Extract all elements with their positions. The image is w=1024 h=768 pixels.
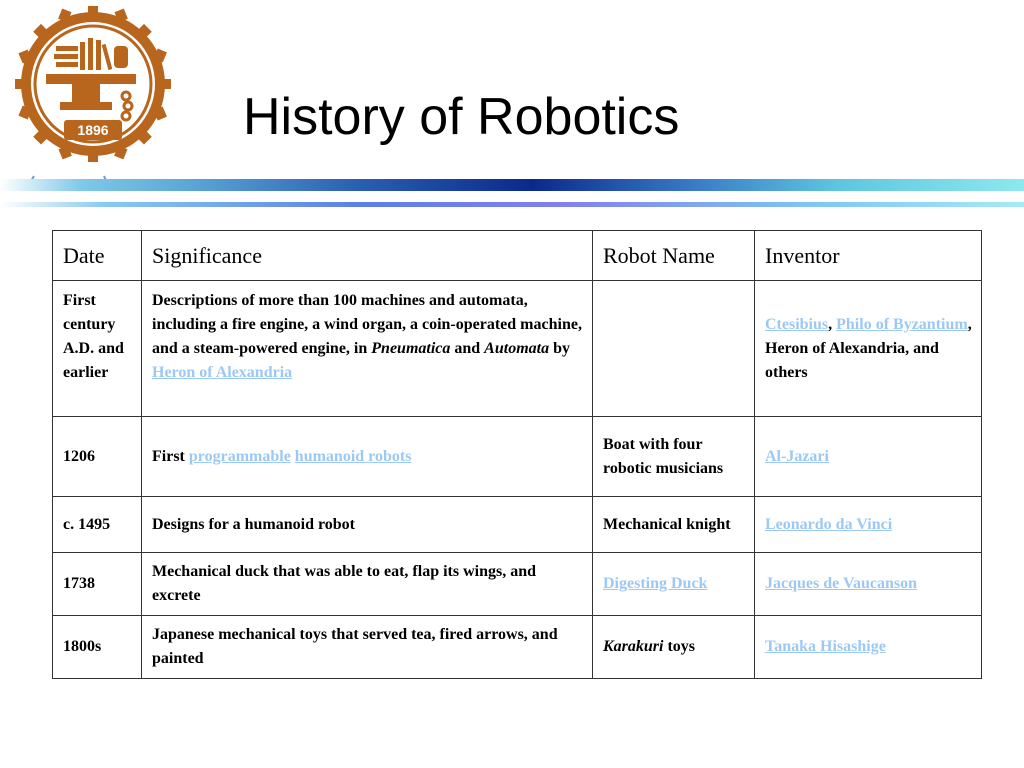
inventor-cell bbox=[755, 616, 982, 679]
robot-name-cell: Boat with four robotic musicians bbox=[593, 417, 755, 497]
programmable-link[interactable]: programmable bbox=[188, 447, 291, 465]
significance-text: and bbox=[450, 340, 485, 357]
significance-cell: Mechanical duck that was able to eat, flap its wings, and excrete bbox=[142, 553, 593, 616]
history-table bbox=[52, 230, 982, 679]
philo-link[interactable]: Philo of Byzantium bbox=[836, 315, 968, 333]
book-title: Pneumatica bbox=[371, 340, 451, 357]
leonardo-link[interactable]: Leonardo da Vinci bbox=[765, 515, 893, 533]
inventor-cell bbox=[755, 417, 982, 497]
robot-name-text: toys bbox=[663, 638, 696, 655]
date-cell: c. 1495 bbox=[53, 497, 142, 553]
inventor-text: , Heron of Alexandria, and others bbox=[765, 315, 972, 381]
significance-cell: Designs for a humanoid robot bbox=[142, 497, 593, 553]
table-row bbox=[53, 616, 982, 679]
header-significance: Significance bbox=[142, 231, 593, 281]
significance-text: Descriptions of more than 100 machines and automata, including a fire engine, a wind organ, a coin-operated machine, and a steam-powered engine, in bbox=[152, 292, 582, 357]
humanoid-robots-link[interactable]: humanoid robots bbox=[294, 447, 412, 465]
heron-link[interactable]: Heron of Alexandria bbox=[152, 364, 293, 381]
ctesibius-link[interactable]: Ctesibius bbox=[765, 315, 829, 333]
significance-text: by bbox=[549, 340, 570, 357]
significance-text: First bbox=[152, 447, 189, 465]
inventor-cell bbox=[755, 281, 982, 417]
header-inventor: Inventor bbox=[755, 231, 982, 281]
date-cell: 1206 bbox=[53, 417, 142, 497]
seal-year: 1896 bbox=[77, 122, 109, 138]
seal-icon bbox=[8, 4, 178, 204]
page-title: History of Robotics bbox=[243, 88, 680, 146]
header-robot-name: Robot Name bbox=[593, 231, 755, 281]
inventor-separator: , bbox=[828, 315, 837, 333]
vaucanson-link[interactable]: Jacques de Vaucanson bbox=[765, 575, 918, 592]
date-cell: First century A.D. and earlier bbox=[53, 281, 142, 417]
robot-name-cell bbox=[593, 616, 755, 679]
robot-name-cell bbox=[593, 553, 755, 616]
header-gradient-line bbox=[0, 202, 1024, 207]
robot-name-cell bbox=[593, 281, 755, 417]
al-jazari-link[interactable]: Al-Jazari bbox=[765, 447, 829, 465]
date-cell: 1738 bbox=[53, 553, 142, 616]
significance-cell: Japanese mechanical toys that served tea, fired arrows, and painted bbox=[142, 616, 593, 679]
table-row bbox=[53, 497, 982, 553]
table-header-row bbox=[53, 231, 982, 281]
karakuri-term: Karakuri bbox=[603, 638, 664, 655]
tanaka-link[interactable]: Tanaka Hisashige bbox=[765, 638, 886, 655]
inventor-cell bbox=[755, 553, 982, 616]
university-seal-logo bbox=[8, 4, 178, 204]
significance-cell bbox=[142, 417, 593, 497]
table-row bbox=[53, 553, 982, 616]
table-row bbox=[53, 281, 982, 417]
header-gradient-bar bbox=[0, 179, 1024, 191]
significance-cell bbox=[142, 281, 593, 417]
table-row bbox=[53, 417, 982, 497]
book-title: Automata bbox=[484, 340, 550, 357]
date-cell: 1800s bbox=[53, 616, 142, 679]
digesting-duck-link[interactable]: Digesting Duck bbox=[603, 575, 708, 592]
inventor-cell bbox=[755, 497, 982, 553]
header-date: Date bbox=[53, 231, 142, 281]
robot-name-cell: Mechanical knight bbox=[593, 497, 755, 553]
